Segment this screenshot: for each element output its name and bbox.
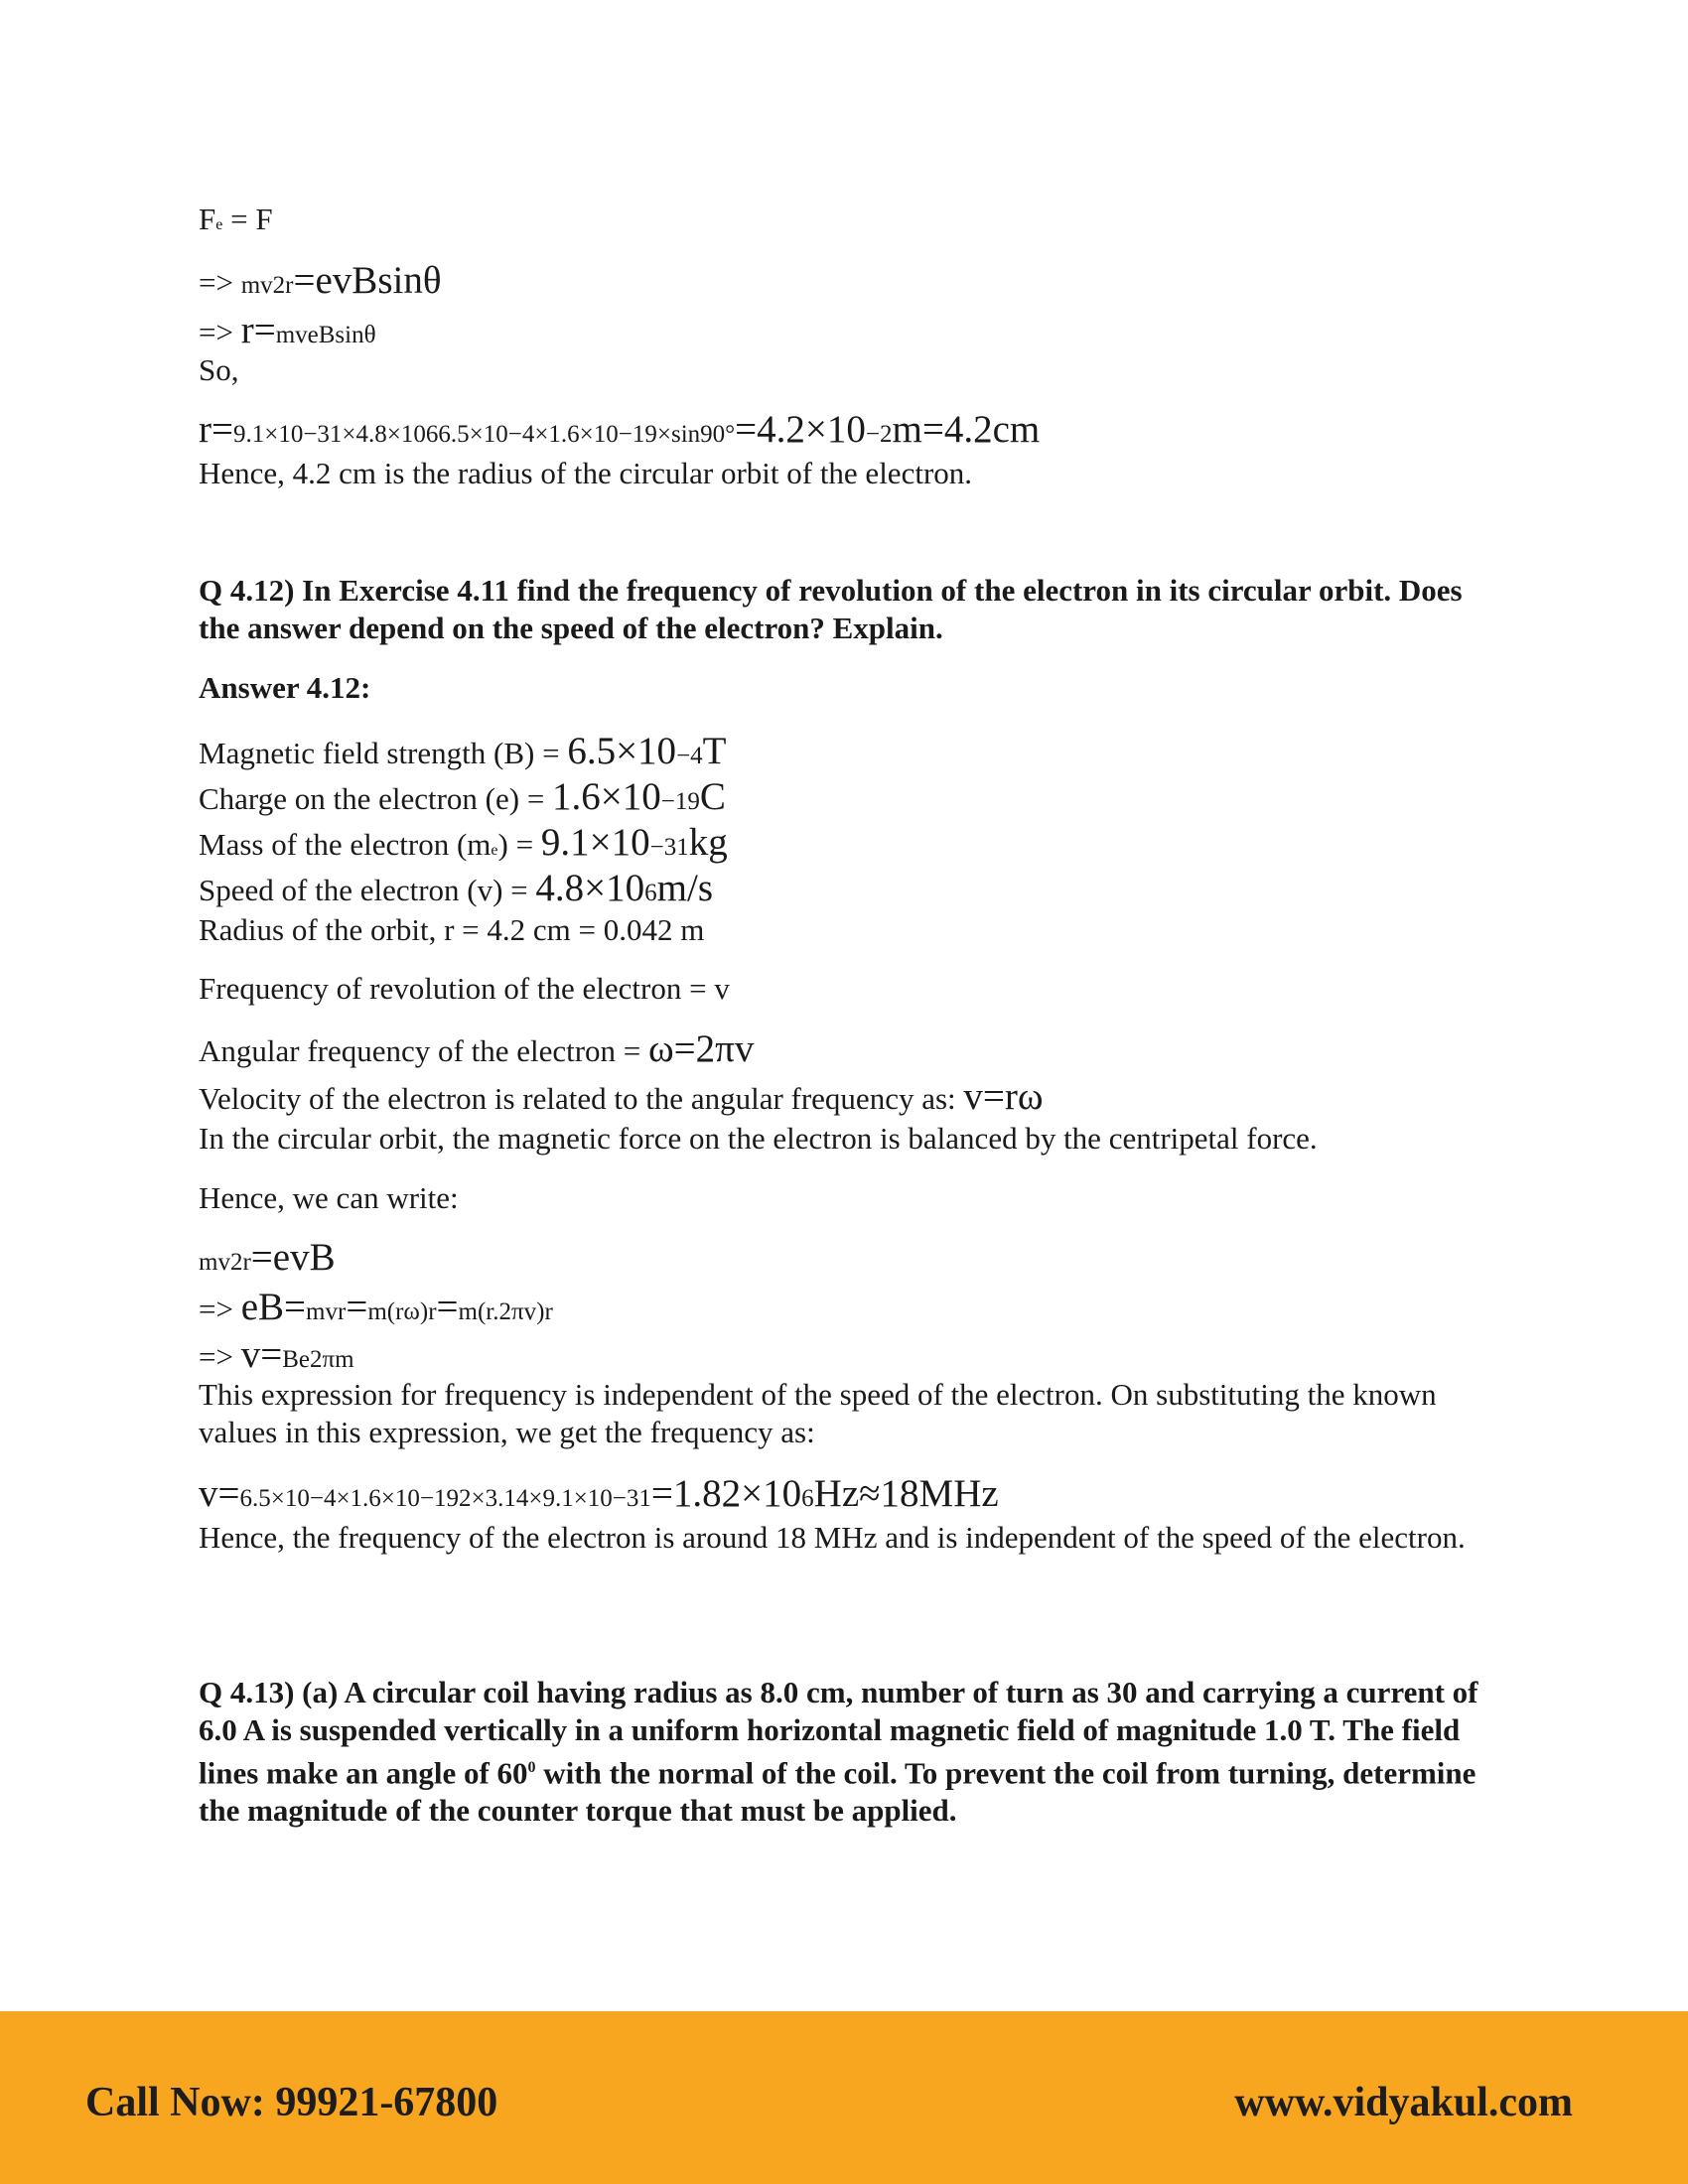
- question-4-13: [199, 1674, 1509, 1830]
- b-exponent: −4: [676, 743, 703, 769]
- footer-banner: [0, 2011, 1688, 2184]
- angular-label: Angular frequency of the electron =: [199, 1033, 649, 1068]
- v-unit: m/s: [656, 867, 714, 909]
- equation-a: [199, 1236, 336, 1282]
- radius-conclusion: Hence, 4.2 cm is the radius of the circular orbit of the electron.: [199, 456, 973, 490]
- calc-unit: Hz≈18MHz: [813, 1472, 999, 1515]
- r-calc-exponent: −2: [865, 421, 893, 448]
- given-magnetic-field: [199, 730, 727, 775]
- e-label: Charge on the electron (e) =: [199, 781, 553, 816]
- independence-paragraph: This expression for frequency is independent of the speed of the electron. On substituting the known values in this expression, we get the frequency as:: [199, 1377, 1437, 1449]
- e-unit: C: [699, 775, 726, 818]
- given-speed: [199, 867, 714, 912]
- v-value: 4.8×10: [535, 867, 645, 909]
- q413-degree: 0: [527, 1759, 536, 1776]
- eqa-rhs: =evB: [250, 1236, 336, 1279]
- eq2-prefix: =>: [199, 315, 241, 349]
- eqc-lhs: v=: [240, 1333, 283, 1376]
- m-subscript: e: [491, 842, 498, 859]
- m-label-end: ) =: [497, 827, 541, 862]
- eq1-fraction: mv2r: [240, 272, 294, 299]
- eq1-prefix: =>: [199, 265, 241, 300]
- given-radius: Radius of the orbit, r = 4.2 cm = 0.042 m: [199, 912, 705, 947]
- b-label: Magnetic field strength (B) =: [199, 736, 568, 770]
- r-calc-lhs: r=: [199, 408, 233, 451]
- hence-write-line: Hence, we can write:: [199, 1180, 459, 1215]
- eqb-frac3: m(r.2πv)r: [458, 1298, 553, 1325]
- r-calc-result: =4.2×10: [735, 408, 866, 451]
- calc-lhs: v=: [199, 1472, 240, 1515]
- m-unit: kg: [688, 821, 728, 864]
- eqb-frac1: mvr: [306, 1298, 347, 1325]
- q413-part-a: Q 4.13) (a) A circular coil having radius as 8.0 cm, number of turn as 30 and carrying a current of 6.0 A is suspended vertically in a uniform horizontal magnetic field of magnitude 1.0 T. The field lines make an angle of 60: [199, 1675, 1478, 1791]
- so-line: So,: [199, 352, 239, 387]
- m-label: Mass of the electron (m: [199, 827, 492, 862]
- velocity-equation: v=rω: [963, 1075, 1044, 1118]
- equation-c: [199, 1333, 354, 1379]
- given-mass: [199, 821, 728, 870]
- angular-equation: ω=2πv: [648, 1027, 755, 1070]
- call-now-text: Call Now: 99921-67800: [85, 2080, 498, 2125]
- eq2-fraction: mveBsinθ: [275, 322, 376, 348]
- q413-part-b: with the normal of the coil. To prevent the coil from turning, determine the magnitude of the counter torque that must be applied.: [199, 1755, 1477, 1829]
- eq2-lhs: r=: [240, 309, 276, 351]
- eqb-eq1: =: [346, 1286, 368, 1328]
- force-balance-line: In the circular orbit, the magnetic force on the electron is balanced by the centripetal force.: [199, 1121, 1318, 1156]
- equation-line-1: [199, 259, 442, 305]
- answer-heading-4-12: Answer 4.12:: [199, 670, 371, 705]
- calc-fraction: 6.5×10−4×1.6×10−192×3.14×9.1×10−31: [239, 1485, 651, 1512]
- frequency-conclusion: Hence, the frequency of the electron is around 18 MHz and is independent of the speed of the electron.: [199, 1520, 1466, 1555]
- eqb-lhs: eB=: [240, 1286, 307, 1328]
- given-charge: [199, 775, 726, 821]
- m-exponent: −31: [649, 834, 689, 861]
- eqc-fraction: Be2πm: [282, 1346, 354, 1373]
- v-exponent: 6: [644, 880, 657, 906]
- r-calc-unit: m=4.2cm: [892, 408, 1041, 451]
- force-equality-line: [199, 201, 273, 244]
- eqb-prefix: =>: [199, 1292, 241, 1326]
- frequency-definition: Frequency of revolution of the electron = v: [199, 971, 730, 1006]
- r-calc-fraction: 9.1×10−31×4.8×1066.5×10−4×1.6×10−19×sin90°: [232, 421, 736, 448]
- eqb-eq2: =: [436, 1286, 459, 1328]
- fe-symbol: F: [199, 202, 216, 236]
- m-value: 9.1×10: [540, 821, 650, 864]
- radius-calculation: [199, 408, 1041, 454]
- fe-rest: = F: [222, 202, 273, 236]
- frequency-calculation: [199, 1472, 999, 1518]
- calc-result: =1.82×10: [650, 1472, 802, 1515]
- e-value: 1.6×10: [552, 775, 661, 818]
- website-link[interactable]: www.vidyakul.com: [1234, 2080, 1573, 2125]
- velocity-label: Velocity of the electron is related to the angular frequency as:: [199, 1081, 964, 1116]
- calc-exponent: 6: [801, 1485, 814, 1512]
- eqa-fraction: mv2r: [199, 1249, 251, 1276]
- fe-subscript: e: [215, 216, 223, 233]
- angular-frequency-line: [199, 1027, 755, 1070]
- e-exponent: −19: [660, 788, 700, 815]
- b-value: 6.5×10: [567, 730, 677, 772]
- velocity-relation-line: [199, 1075, 1044, 1118]
- eqb-frac2: m(rω)r: [367, 1298, 437, 1325]
- question-4-12: Q 4.12) In Exercise 4.11 find the frequency of revolution of the electron in its circular orbit. Does the answer depend on the speed of the electron? Explain.: [199, 573, 1463, 645]
- b-unit: T: [702, 730, 727, 772]
- equation-b: [199, 1286, 553, 1331]
- v-label: Speed of the electron (v) =: [199, 873, 536, 907]
- eqc-prefix: =>: [199, 1339, 241, 1374]
- equation-line-2: [199, 309, 376, 354]
- eq1-rhs: =evBsinθ: [293, 259, 442, 302]
